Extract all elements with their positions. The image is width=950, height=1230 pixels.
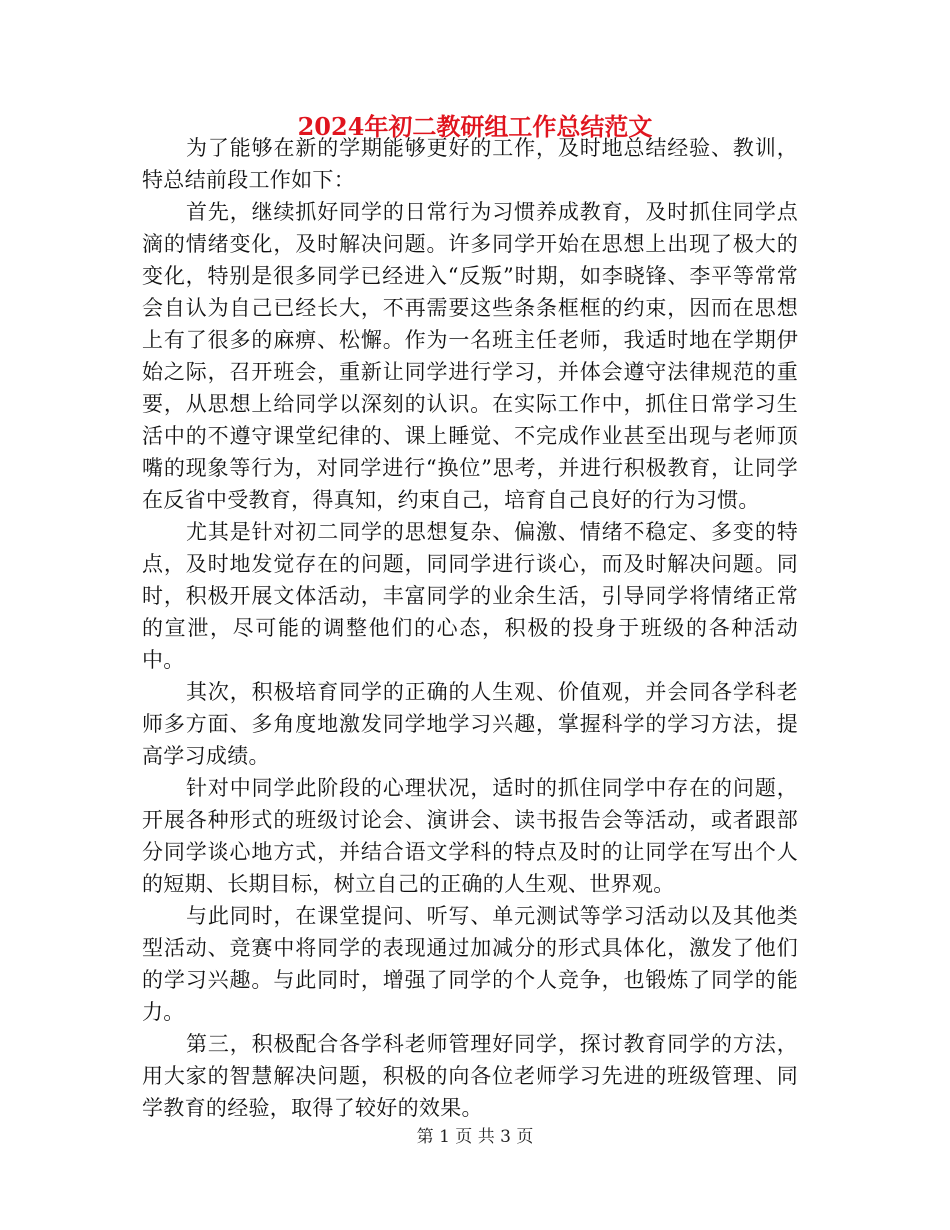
- paragraph-intro: 为了能够在新的学期能够更好的工作，及时地总结经验、教训，特总结前段工作如下：: [142, 136, 798, 192]
- paragraph-second: 其次，积极培育同学的正确的人生观、价值观，并会同各学科老师多方面、多角度地激发同学地学习兴趣，掌握科学的学习方法，提高学习成绩。: [142, 680, 798, 768]
- paragraph-third: 第三，积极配合各学科老师管理好同学，探讨教育同学的方法，用大家的智慧解决问题，积极的向各位老师学习先进的班级管理、同学教育的经验，取得了较好的效果。: [142, 1032, 798, 1120]
- paragraph-psychology: 针对中同学此阶段的心理状况，适时的抓住同学中存在的问题，开展各种形式的班级讨论会、演讲会、读书报告会等活动，或者跟部分同学谈心地方式，并结合语文学科的特点及时的让同学在写出个人的短期、长期目标，树立自己的正确的人生观、世界观。: [142, 776, 798, 896]
- paragraph-first: 首先，继续抓好同学的日常行为习惯养成教育，及时抓住同学点滴的情绪变化，及时解决问题。许多同学开始在思想上出现了极大的变化，特别是很多同学已经进入“反叛”时期，如李晓锋、李平等常常会自认为自己已经长大，不再需要这些条条框框的约束，因而在思想上有了很多的麻痹、松懈。作为一名班主任老师，我适时地在学期伊始之际，召开班会，重新让同学进行学习，并体会遵守法律规范的重要，从思想上给同学以深刻的认识。在实际工作中，抓住日常学习生活中的不遵守课堂纪律的、课上睡觉、不完成作业甚至出现与老师顶嘴的现象等行为，对同学进行“换位”思考，并进行积极教育，让同学在反省中受教育，得真知，约束自己，培育自己良好的行为习惯。: [142, 200, 798, 512]
- paragraph-emotion: 尤其是针对初二同学的思想复杂、偏激、情绪不稳定、多变的特点，及时地发觉存在的问题，同同学进行谈心，而及时解决问题。同时，积极开展文体活动，丰富同学的业余生活，引导同学将情绪正常的宣泄，尽可能的调整他们的心态，积极的投身于班级的各种活动中。: [142, 520, 798, 672]
- document-body: [142, 132, 798, 1124]
- paragraph-meanwhile: 与此同时，在课堂提问、听写、单元测试等学习活动以及其他类型活动、竞赛中将同学的表现通过加减分的形式具体化，激发了他们的学习兴趣。与此同时，增强了同学的个人竞争，也锻炼了同学的能力。: [142, 904, 798, 1024]
- document-title: 2024年初二教研组工作总结范文: [297, 112, 653, 141]
- page-number-footer: 第 1 页 共 3 页: [416, 1127, 534, 1147]
